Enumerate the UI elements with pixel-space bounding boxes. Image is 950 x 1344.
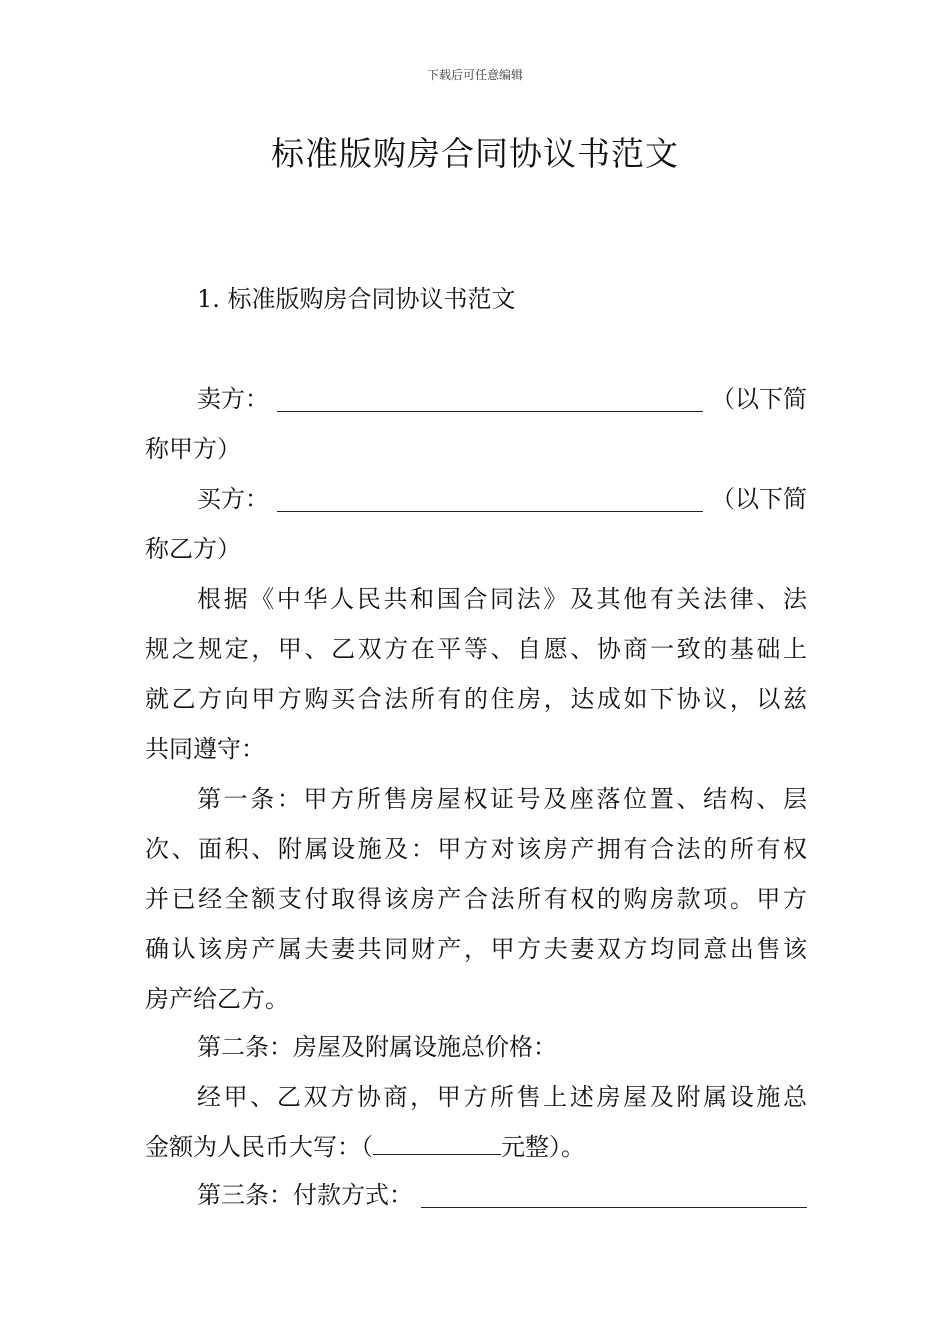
seller-label: 卖方： <box>197 385 269 413</box>
preamble-line: 共同遵守： <box>145 735 265 763</box>
section-heading: 1. 标准版购房合同协议书范文 <box>197 285 516 313</box>
article3-line <box>197 1170 807 1220</box>
article1-line: 并已经全额支付取得该房产合法所有权的购房款项。甲方 <box>145 885 807 913</box>
article3-label: 第三条：付款方式： <box>197 1181 413 1209</box>
header-note: 下载后可任意编辑 <box>426 68 523 82</box>
preamble-line: 就乙方向甲方购买合法所有的住房，达成如下协议，以兹 <box>145 685 807 713</box>
seller-line <box>197 374 807 424</box>
article2-amount-line <box>145 1122 807 1172</box>
amount-blank[interactable] <box>373 1132 501 1155</box>
buyer-suffix-cont: 称乙方） <box>145 535 241 563</box>
buyer-blank[interactable] <box>277 511 703 512</box>
seller-suffix: （以下简 <box>711 385 807 413</box>
seller-suffix-cont: 称甲方） <box>145 435 241 463</box>
buyer-suffix: （以下简 <box>711 485 807 513</box>
article2-line: 经甲、乙双方协商，甲方所售上述房屋及附属设施总 <box>197 1083 807 1111</box>
seller-blank[interactable] <box>277 411 703 412</box>
preamble-line: 根据《中华人民共和国合同法》及其他有关法律、法 <box>197 585 807 613</box>
article1-line: 房产给乙方。 <box>145 985 289 1013</box>
document-title: 标准版购房合同协议书范文 <box>271 134 679 173</box>
buyer-label: 买方： <box>197 485 269 513</box>
article1-line: 确认该房产属夫妻共同财产，甲方夫妻双方均同意出售该 <box>145 935 807 963</box>
article1-line: 第一条：甲方所售房屋权证号及座落位置、结构、层 <box>197 785 807 813</box>
article1-line: 次、面积、附属设施及：甲方对该房产拥有合法的所有权 <box>145 835 807 863</box>
article2-amount-suffix: 元整）。 <box>501 1133 585 1161</box>
preamble-line: 规之规定，甲、乙双方在平等、自愿、协商一致的基础上 <box>145 635 807 663</box>
article2-amount-prefix: 金额为人民币大写：（ <box>145 1133 373 1161</box>
buyer-line <box>197 474 807 524</box>
article2-heading: 第二条：房屋及附属设施总价格： <box>197 1033 557 1061</box>
payment-method-blank[interactable] <box>421 1207 807 1208</box>
